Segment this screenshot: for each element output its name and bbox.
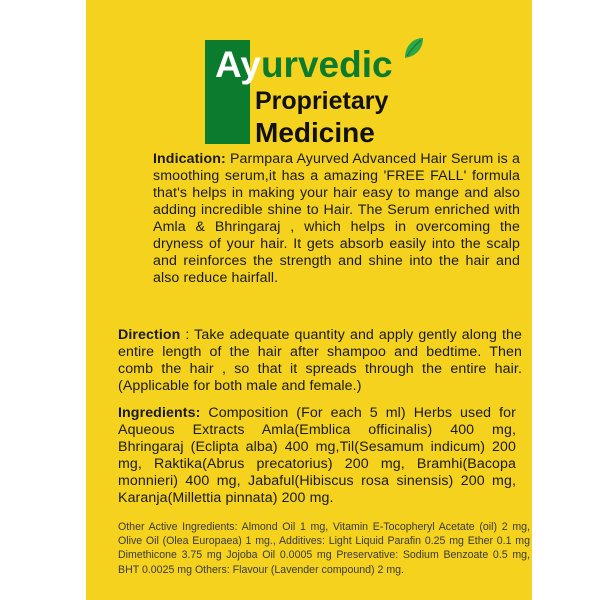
logo-title xyxy=(215,43,393,87)
ayurvedic-logo xyxy=(205,40,423,148)
ingredients-paragraph xyxy=(118,405,516,507)
direction-text: : Take adequate quantity and apply gently along the entire length of the hair after shampoo and bedtime. Then comb the hair , so that it spreads through the entire hair. (Applicable for both male and female.) xyxy=(118,327,522,394)
direction-label: Direction xyxy=(118,327,181,343)
logo-title-highlight: Ay xyxy=(215,44,261,85)
ingredients-text: Composition (For each 5 ml) Herbs used for Aqueous Extracts Amla(Emblica officinalis) 400 mg, Bhringaraj (Eclipta alba) 400 mg,Til(Sesamum indicum) 200 mg, Raktika(Abrus precatorius) 200 mg, Bramhi(Bacopa monnieri) 400 mg, Jabaful(Hibiscus rosa sinensis) 200 mg, Karanja(Millettia pinnata) 200 mg. xyxy=(118,405,516,506)
logo-subtitle-2: Medicine xyxy=(255,117,375,148)
indication-text: Parmpara Ayurved Advanced Hair Serum is a smoothing serum,it has a amazing 'FREE FALL' formula that's helps in making your hair easy to mange and also adding incredible shine to Hair. The Serum enriched with Amla & Bhringaraj , which helps in overcoming the dryness of your hair. It gets absorb easily into the scalp and reinforces the strength and shine into the hair and also reduce hairfall. xyxy=(153,151,520,286)
indication-paragraph xyxy=(153,151,520,287)
logo-title-rest: urvedic xyxy=(260,44,393,85)
other-ingredients-paragraph: Other Active Ingredients: Almond Oil 1 mg, Vitamin E-Tocopheryl Acetate (oil) 2 mg, Olive Oil (Olea Europaea) 1 mg., Additives: Light Liquid Parafin 0.25 mg Ether 0.1 mg Dimethicone 3.75 mg Jojoba Oil 0.0005 mg Preservative: Sodium Benzoate 0.5 mg, BHT 0.0025 mg Others: Flavour (Lavender compound) 2 mg. xyxy=(118,521,530,576)
ingredients-label: Ingredients: xyxy=(118,405,201,421)
direction-paragraph xyxy=(118,327,522,395)
logo-subtitle: Proprietary xyxy=(255,87,389,115)
indication-label: Indication: xyxy=(153,151,226,167)
leaf-icon xyxy=(403,36,425,60)
